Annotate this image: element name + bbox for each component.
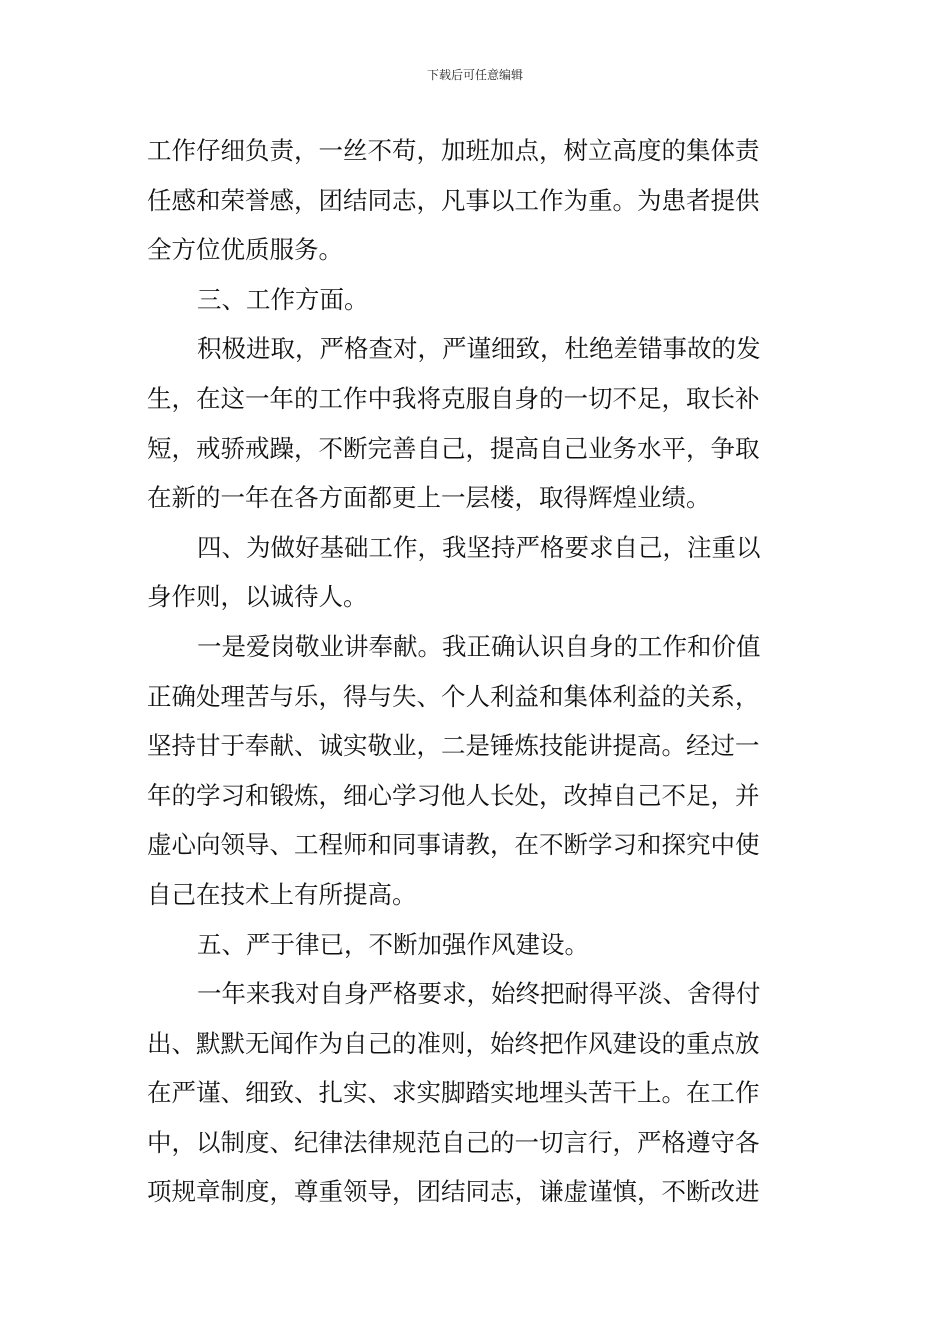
section-heading-4: 四、为做好基础工作，我坚持严格要求自己，注重以 (197, 532, 761, 562)
text-line: 虚心向领导、工程师和同事请教，在不断学习和探究中使 (147, 830, 760, 860)
text-line: 坚持甘于奉献、诚实敬业，二是锤炼技能讲提高。经过一 (147, 731, 760, 761)
text-line: 任感和荣誉感，团结同志，凡事以工作为重。为患者提供 (147, 185, 760, 215)
text-line: 生，在这一年的工作中我将克服自身的一切不足，取长补 (147, 383, 760, 413)
text-line: 项规章制度，尊重领导，团结同志，谦虚谨慎，不断改进 (147, 1177, 760, 1207)
text-line: 出、默默无闻作为自己的准则，始终把作风建设的重点放 (147, 1028, 760, 1058)
text-line: 年的学习和锻炼，细心学习他人长处，改掉自己不足，并 (147, 780, 760, 810)
text-line: 身作则，以诚待人。 (147, 582, 368, 612)
text-line: 积极进取，严格查对，严谨细致，杜绝差错事故的发 (197, 334, 761, 364)
text-line: 正确处理苦与乐，得与失、个人利益和集体利益的关系， (147, 681, 760, 711)
section-heading-5: 五、严于律已，不断加强作风建设。 (197, 929, 589, 959)
document-body (147, 126, 807, 1217)
page-header: 下载后可任意编辑 (426, 68, 523, 82)
text-line: 自己在技术上有所提高。 (147, 879, 417, 909)
text-line: 在新的一年在各方面都更上一层楼，取得辉煌业绩。 (147, 483, 711, 513)
text-line: 一是爱岗敬业讲奉献。我正确认识自身的工作和价值 (197, 631, 761, 661)
text-line: 工作仔细负责，一丝不苟，加班加点，树立高度的集体责 (147, 136, 760, 165)
text-line: 一年来我对自身严格要求，始终把耐得平淡、舍得付 (197, 979, 761, 1009)
text-line: 短，戒骄戒躁，不断完善自己，提高自己业务水平，争取 (147, 433, 760, 463)
section-heading-3: 三、工作方面。 (197, 284, 369, 314)
text-line: 中，以制度、纪律法律规范自己的一切言行，严格遵守各 (147, 1127, 760, 1157)
text-line: 全方位优质服务。 (147, 235, 343, 265)
text-line: 在严谨、细致、扎实、求实脚踏实地埋头苦干上。在工作 (147, 1078, 760, 1108)
